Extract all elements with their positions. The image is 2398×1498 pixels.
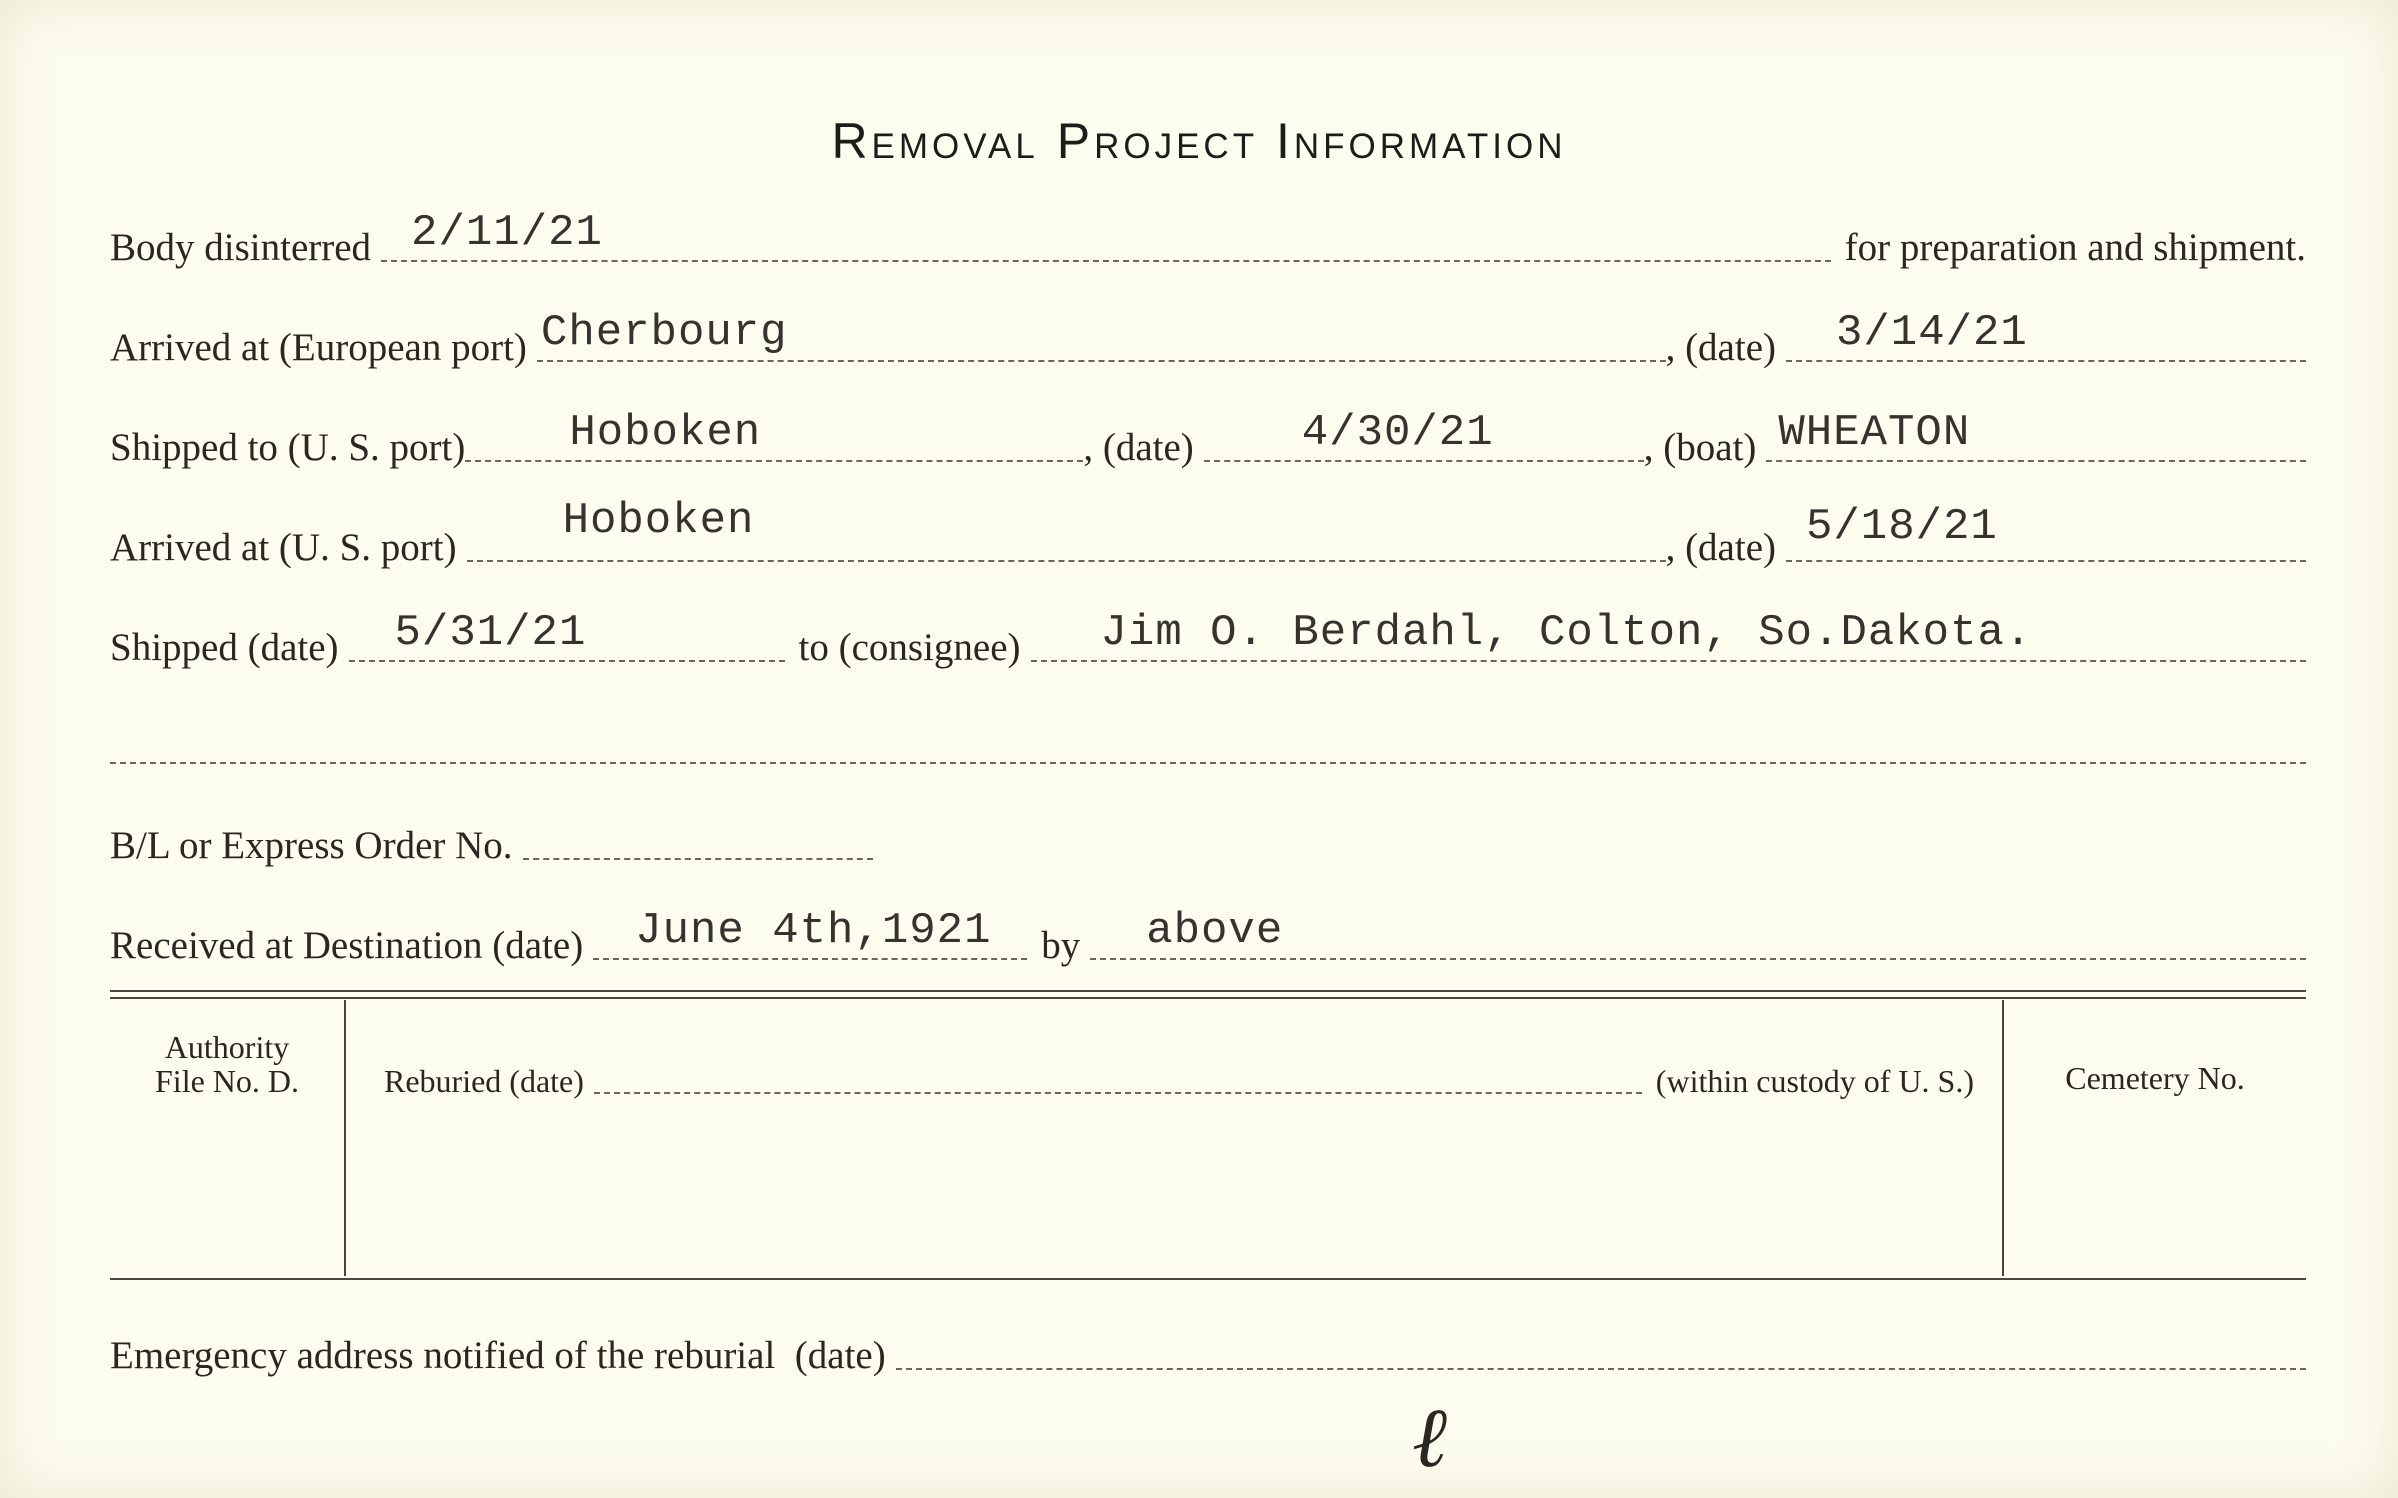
shipped-us-date-field (1204, 410, 1644, 462)
box-top-rule-inner (110, 997, 2306, 999)
box-bottom-rule (110, 1278, 2306, 1280)
shipped-us-date-value: 4/30/21 (1301, 408, 1494, 458)
arrived-european-field (537, 310, 1666, 362)
received-label: Received at Destination (date) (110, 924, 584, 967)
emergency-label: Emergency address notified of the reburial (date) (110, 1334, 886, 1377)
body-disinterred-label: Body disinterred (110, 226, 372, 269)
shipped-date-field (349, 610, 785, 662)
reburied-field (594, 1058, 1642, 1094)
box-divider-right (2002, 1000, 2004, 1276)
file-no-label: File No. D. (155, 1063, 299, 1099)
row-shipped-us (110, 410, 2306, 470)
row-bl-order (110, 808, 2306, 868)
received-date-field (593, 908, 1027, 960)
cemetery-label: Cemetery No. (2065, 1060, 2245, 1096)
shipped-us-port-field (465, 410, 1083, 462)
shipped-us-label: Shipped to (U. S. port) (110, 426, 466, 469)
authority-label: Authority (164, 1029, 290, 1065)
arrived-european-date-label: , (date) (1665, 326, 1776, 369)
consignee-value: Jim O. Berdahl, Colton, So.Dakota. (1100, 608, 2033, 658)
received-by-label: by (1041, 924, 1081, 967)
consignee-label: to (consignee) (798, 626, 1021, 669)
row-received (110, 908, 2306, 968)
arrived-european-value: Cherbourg (540, 308, 788, 358)
row-body-disinterred (110, 210, 2306, 270)
arrived-us-value: Hoboken (562, 496, 755, 546)
cemetery-cell (2004, 1061, 2306, 1095)
arrived-us-date-value: 5/18/21 (1806, 502, 1998, 552)
received-date-value: June 4th,1921 (635, 906, 992, 956)
arrived-us-label: Arrived at (U. S. port) (110, 526, 457, 569)
shipped-date-value: 5/31/21 (394, 608, 587, 658)
reburied-label: Reburied (date) (384, 1063, 584, 1099)
arrived-european-date-field (1786, 310, 2306, 362)
emergency-field (896, 1318, 2306, 1370)
shipped-date-label: Shipped (date) (110, 626, 339, 669)
arrived-us-date-label: , (date) (1665, 526, 1776, 569)
received-by-field (1090, 908, 2306, 960)
blank-continuation-line (110, 762, 2306, 764)
shipped-us-boat-field (1766, 410, 2306, 462)
shipped-us-port-value: Hoboken (569, 408, 762, 458)
bl-order-label: B/L or Express Order No. (110, 824, 513, 867)
arrived-european-label: Arrived at (European port) (110, 326, 527, 369)
received-by-value: above (1146, 906, 1284, 956)
consignee-field (1031, 610, 2306, 662)
body-disinterred-field (381, 210, 1831, 262)
body-disinterred-value: 2/11/21 (411, 208, 603, 258)
row-emergency (110, 1318, 2306, 1378)
shipped-us-boat-label: , (boat) (1643, 426, 1757, 469)
card-title: Removal Project Information (831, 113, 1567, 169)
row-shipped (110, 610, 2306, 670)
row-arrived-european (110, 310, 2306, 370)
box-top-rule (110, 990, 2306, 992)
arrived-european-date-value: 3/14/21 (1836, 308, 2028, 358)
bl-order-field (523, 808, 873, 860)
row-arrived-us (110, 496, 2306, 570)
shipped-us-date-label: , (date) (1083, 426, 1194, 469)
authority-cell (120, 1030, 334, 1098)
arrived-us-field (467, 496, 1666, 562)
preparation-shipment-label: for preparation and shipment. (1844, 226, 2306, 269)
custody-label: (within custody of U. S.) (1655, 1063, 1974, 1099)
box-divider-left (344, 1000, 346, 1276)
handwritten-initial-mark: ℓ (1412, 1388, 1447, 1486)
arrived-us-date-field (1786, 502, 2306, 562)
reburied-row (384, 1058, 1974, 1100)
shipped-us-boat-value: WHEATON (1778, 408, 1971, 458)
